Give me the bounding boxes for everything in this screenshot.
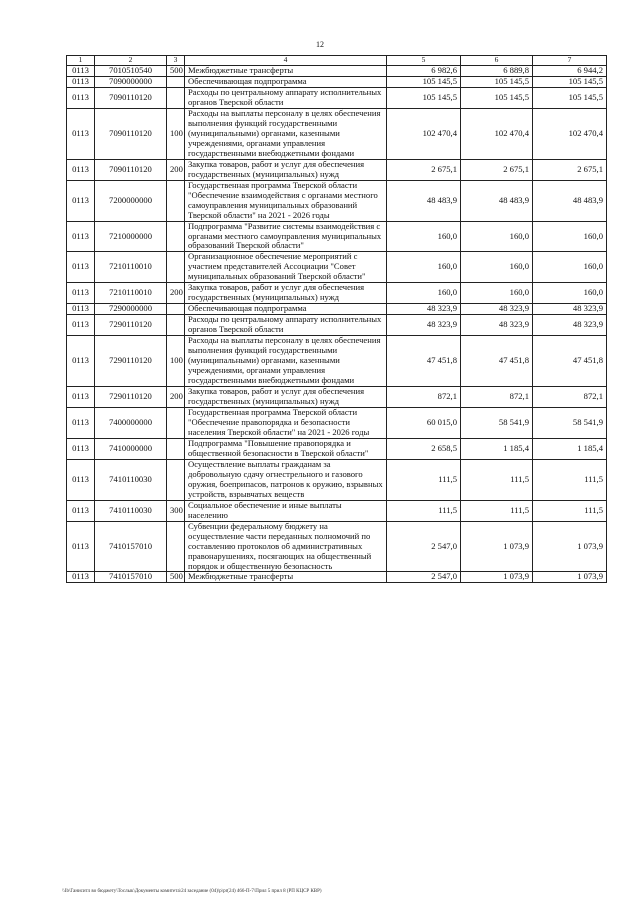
item-name-cell: Расходы по центральному аппарату исполнительных органов Тверской области	[185, 87, 387, 108]
amount-year-3-cell: 160,0	[533, 283, 607, 304]
amount-year-1-cell: 111,5	[387, 500, 461, 521]
amount-year-3-cell: 58 541,9	[533, 407, 607, 438]
column-number: 4	[185, 56, 387, 66]
target-article-cell: 7090000000	[95, 76, 167, 87]
amount-year-2-cell: 1 073,9	[461, 572, 533, 583]
target-article-cell: 7410157010	[95, 521, 167, 572]
amount-year-3-cell: 105 145,5	[533, 87, 607, 108]
target-article-cell: 7410110030	[95, 500, 167, 521]
amount-year-2-cell: 6 889,8	[461, 66, 533, 77]
target-article-cell: 7010510540	[95, 66, 167, 77]
column-number-row	[67, 56, 607, 66]
target-article-cell: 7290110120	[95, 315, 167, 336]
amount-year-1-cell: 60 015,0	[387, 407, 461, 438]
target-article-cell: 7410000000	[95, 438, 167, 459]
column-number: 2	[95, 56, 167, 66]
amount-year-2-cell: 111,5	[461, 459, 533, 500]
item-name-cell: Расходы на выплаты персоналу в целях обеспечения выполнения функций государственными (муниципальными) органами, казенными учреждениями, органами управления государственными внебюджетными фондами	[185, 336, 387, 387]
amount-year-1-cell: 2 547,0	[387, 572, 461, 583]
amount-year-1-cell: 6 982,6	[387, 66, 461, 77]
item-name-cell: Подпрограмма "Развитие системы взаимодействия с органами местного самоуправления муниципальных образований Тверской области"	[185, 221, 387, 252]
amount-year-2-cell: 160,0	[461, 252, 533, 283]
amount-year-2-cell: 105 145,5	[461, 76, 533, 87]
section-code-cell: 0113	[67, 76, 95, 87]
table-row	[67, 315, 607, 336]
column-number: 6	[461, 56, 533, 66]
amount-year-2-cell: 102 470,4	[461, 108, 533, 159]
amount-year-2-cell: 1 073,9	[461, 521, 533, 572]
amount-year-3-cell: 102 470,4	[533, 108, 607, 159]
table-row	[67, 180, 607, 221]
expense-type-cell: 500	[167, 572, 185, 583]
section-code-cell: 0113	[67, 180, 95, 221]
item-name-cell: Осуществление выплаты гражданам за добровольную сдачу огнестрельного и газового оружия, боеприпасов, патронов к оружию, взрывных устройств, взрывчатых веществ	[185, 459, 387, 500]
amount-year-3-cell: 111,5	[533, 459, 607, 500]
amount-year-3-cell: 160,0	[533, 221, 607, 252]
item-name-cell: Организационное обеспечение мероприятий с участием представителей Ассоциации "Совет муниципальных образований Тверской области"	[185, 252, 387, 283]
section-code-cell: 0113	[67, 221, 95, 252]
target-article-cell: 7410110030	[95, 459, 167, 500]
amount-year-3-cell: 48 323,9	[533, 304, 607, 315]
column-number: 5	[387, 56, 461, 66]
amount-year-3-cell: 48 483,9	[533, 180, 607, 221]
amount-year-1-cell: 48 323,9	[387, 315, 461, 336]
amount-year-1-cell: 2 658,5	[387, 438, 461, 459]
section-code-cell: 0113	[67, 500, 95, 521]
amount-year-3-cell: 6 944,2	[533, 66, 607, 77]
target-article-cell: 7400000000	[95, 407, 167, 438]
amount-year-1-cell: 105 145,5	[387, 87, 461, 108]
expense-type-cell	[167, 407, 185, 438]
amount-year-3-cell: 47 451,8	[533, 336, 607, 387]
section-code-cell: 0113	[67, 108, 95, 159]
amount-year-3-cell: 48 323,9	[533, 315, 607, 336]
target-article-cell: 7090110120	[95, 159, 167, 180]
table-row	[67, 521, 607, 572]
table-row	[67, 459, 607, 500]
column-number: 1	[67, 56, 95, 66]
target-article-cell: 7090110120	[95, 108, 167, 159]
amount-year-1-cell: 2 675,1	[387, 159, 461, 180]
amount-year-3-cell: 872,1	[533, 387, 607, 408]
item-name-cell: Закупка товаров, работ и услуг для обеспечения государственных (муниципальных) нужд	[185, 283, 387, 304]
item-name-cell: Государственная программа Тверской области "Обеспечение правопорядка и безопасности населения Тверской области" на 2021 - 2026 годы	[185, 407, 387, 438]
amount-year-1-cell: 105 145,5	[387, 76, 461, 87]
budget-table	[66, 55, 607, 583]
page-number: 12	[316, 40, 324, 49]
table-row	[67, 572, 607, 583]
table-row	[67, 87, 607, 108]
table-row	[67, 66, 607, 77]
amount-year-1-cell: 160,0	[387, 252, 461, 283]
item-name-cell: Обеспечивающая подпрограмма	[185, 76, 387, 87]
item-name-cell: Межбюджетные трансферты	[185, 66, 387, 77]
amount-year-2-cell: 111,5	[461, 500, 533, 521]
section-code-cell: 0113	[67, 304, 95, 315]
amount-year-3-cell: 1 073,9	[533, 572, 607, 583]
item-name-cell: Социальное обеспечение и иные выплаты населению	[185, 500, 387, 521]
amount-year-2-cell: 48 323,9	[461, 304, 533, 315]
expense-type-cell	[167, 221, 185, 252]
target-article-cell: 7090110120	[95, 87, 167, 108]
section-code-cell: 0113	[67, 459, 95, 500]
table-row	[67, 336, 607, 387]
expense-type-cell	[167, 459, 185, 500]
target-article-cell: 7290000000	[95, 304, 167, 315]
item-name-cell: Субвенции федеральному бюджету на осуществление части переданных полномочий по составлению протоколов об административных правонарушениях, посягающих на общественный порядок и общественную безопасность	[185, 521, 387, 572]
target-article-cell: 7210000000	[95, 221, 167, 252]
item-name-cell: Подпрограмма "Повышение правопорядка и общественной безопасности в Тверской области"	[185, 438, 387, 459]
expense-type-cell: 500	[167, 66, 185, 77]
column-number: 7	[533, 56, 607, 66]
section-code-cell: 0113	[67, 315, 95, 336]
expense-type-cell: 100	[167, 108, 185, 159]
file-path-footer: \\Ib\Ганиситл во бюджету\Тослык\Документы комитета\24 заседание (04)\р\pr(24) 466-П-7\Прил 5 прил 8 (РП КЦСР КВР)	[62, 889, 322, 894]
amount-year-1-cell: 160,0	[387, 221, 461, 252]
table-row	[67, 76, 607, 87]
section-code-cell: 0113	[67, 87, 95, 108]
section-code-cell: 0113	[67, 438, 95, 459]
target-article-cell: 7290110120	[95, 387, 167, 408]
expense-type-cell: 200	[167, 387, 185, 408]
table-row	[67, 407, 607, 438]
expense-type-cell	[167, 438, 185, 459]
table-row	[67, 252, 607, 283]
expense-type-cell	[167, 315, 185, 336]
amount-year-2-cell: 872,1	[461, 387, 533, 408]
amount-year-1-cell: 872,1	[387, 387, 461, 408]
item-name-cell: Государственная программа Тверской области "Обеспечение взаимодействия с органами местного самоуправления муниципальных образований Тверской области" на 2021 - 2026 годы	[185, 180, 387, 221]
section-code-cell: 0113	[67, 387, 95, 408]
expense-type-cell	[167, 180, 185, 221]
item-name-cell: Закупка товаров, работ и услуг для обеспечения государственных (муниципальных) нужд	[185, 387, 387, 408]
amount-year-1-cell: 47 451,8	[387, 336, 461, 387]
amount-year-2-cell: 105 145,5	[461, 87, 533, 108]
expense-type-cell: 100	[167, 336, 185, 387]
target-article-cell: 7210110010	[95, 283, 167, 304]
amount-year-2-cell: 48 483,9	[461, 180, 533, 221]
table-row	[67, 387, 607, 408]
amount-year-1-cell: 160,0	[387, 283, 461, 304]
target-article-cell: 7290110120	[95, 336, 167, 387]
section-code-cell: 0113	[67, 572, 95, 583]
expense-type-cell	[167, 76, 185, 87]
table-row	[67, 304, 607, 315]
amount-year-1-cell: 111,5	[387, 459, 461, 500]
section-code-cell: 0113	[67, 252, 95, 283]
amount-year-3-cell: 111,5	[533, 500, 607, 521]
section-code-cell: 0113	[67, 407, 95, 438]
section-code-cell: 0113	[67, 521, 95, 572]
amount-year-2-cell: 48 323,9	[461, 315, 533, 336]
amount-year-2-cell: 47 451,8	[461, 336, 533, 387]
section-code-cell: 0113	[67, 336, 95, 387]
target-article-cell: 7210110010	[95, 252, 167, 283]
table-row	[67, 221, 607, 252]
expense-type-cell	[167, 304, 185, 315]
expense-type-cell	[167, 87, 185, 108]
expense-type-cell	[167, 252, 185, 283]
amount-year-2-cell: 58 541,9	[461, 407, 533, 438]
table-row	[67, 283, 607, 304]
section-code-cell: 0113	[67, 66, 95, 77]
item-name-cell: Расходы по центральному аппарату исполнительных органов Тверской области	[185, 315, 387, 336]
section-code-cell: 0113	[67, 283, 95, 304]
item-name-cell: Закупка товаров, работ и услуг для обеспечения государственных (муниципальных) нужд	[185, 159, 387, 180]
amount-year-3-cell: 2 675,1	[533, 159, 607, 180]
target-article-cell: 7410157010	[95, 572, 167, 583]
expense-type-cell	[167, 521, 185, 572]
table-row	[67, 438, 607, 459]
amount-year-2-cell: 2 675,1	[461, 159, 533, 180]
amount-year-3-cell: 105 145,5	[533, 76, 607, 87]
table-row	[67, 159, 607, 180]
amount-year-2-cell: 1 185,4	[461, 438, 533, 459]
amount-year-3-cell: 1 185,4	[533, 438, 607, 459]
amount-year-1-cell: 102 470,4	[387, 108, 461, 159]
amount-year-1-cell: 48 323,9	[387, 304, 461, 315]
expense-type-cell: 200	[167, 283, 185, 304]
section-code-cell: 0113	[67, 159, 95, 180]
expense-type-cell: 300	[167, 500, 185, 521]
amount-year-1-cell: 2 547,0	[387, 521, 461, 572]
item-name-cell: Межбюджетные трансферты	[185, 572, 387, 583]
table-row	[67, 500, 607, 521]
item-name-cell: Расходы на выплаты персоналу в целях обеспечения выполнения функций государственными (муниципальными) органами, казенными учреждениями, органами управления государственными внебюджетными фондами	[185, 108, 387, 159]
target-article-cell: 7200000000	[95, 180, 167, 221]
amount-year-2-cell: 160,0	[461, 221, 533, 252]
amount-year-1-cell: 48 483,9	[387, 180, 461, 221]
column-number: 3	[167, 56, 185, 66]
table-row	[67, 108, 607, 159]
amount-year-3-cell: 1 073,9	[533, 521, 607, 572]
amount-year-2-cell: 160,0	[461, 283, 533, 304]
item-name-cell: Обеспечивающая подпрограмма	[185, 304, 387, 315]
expense-type-cell: 200	[167, 159, 185, 180]
amount-year-3-cell: 160,0	[533, 252, 607, 283]
